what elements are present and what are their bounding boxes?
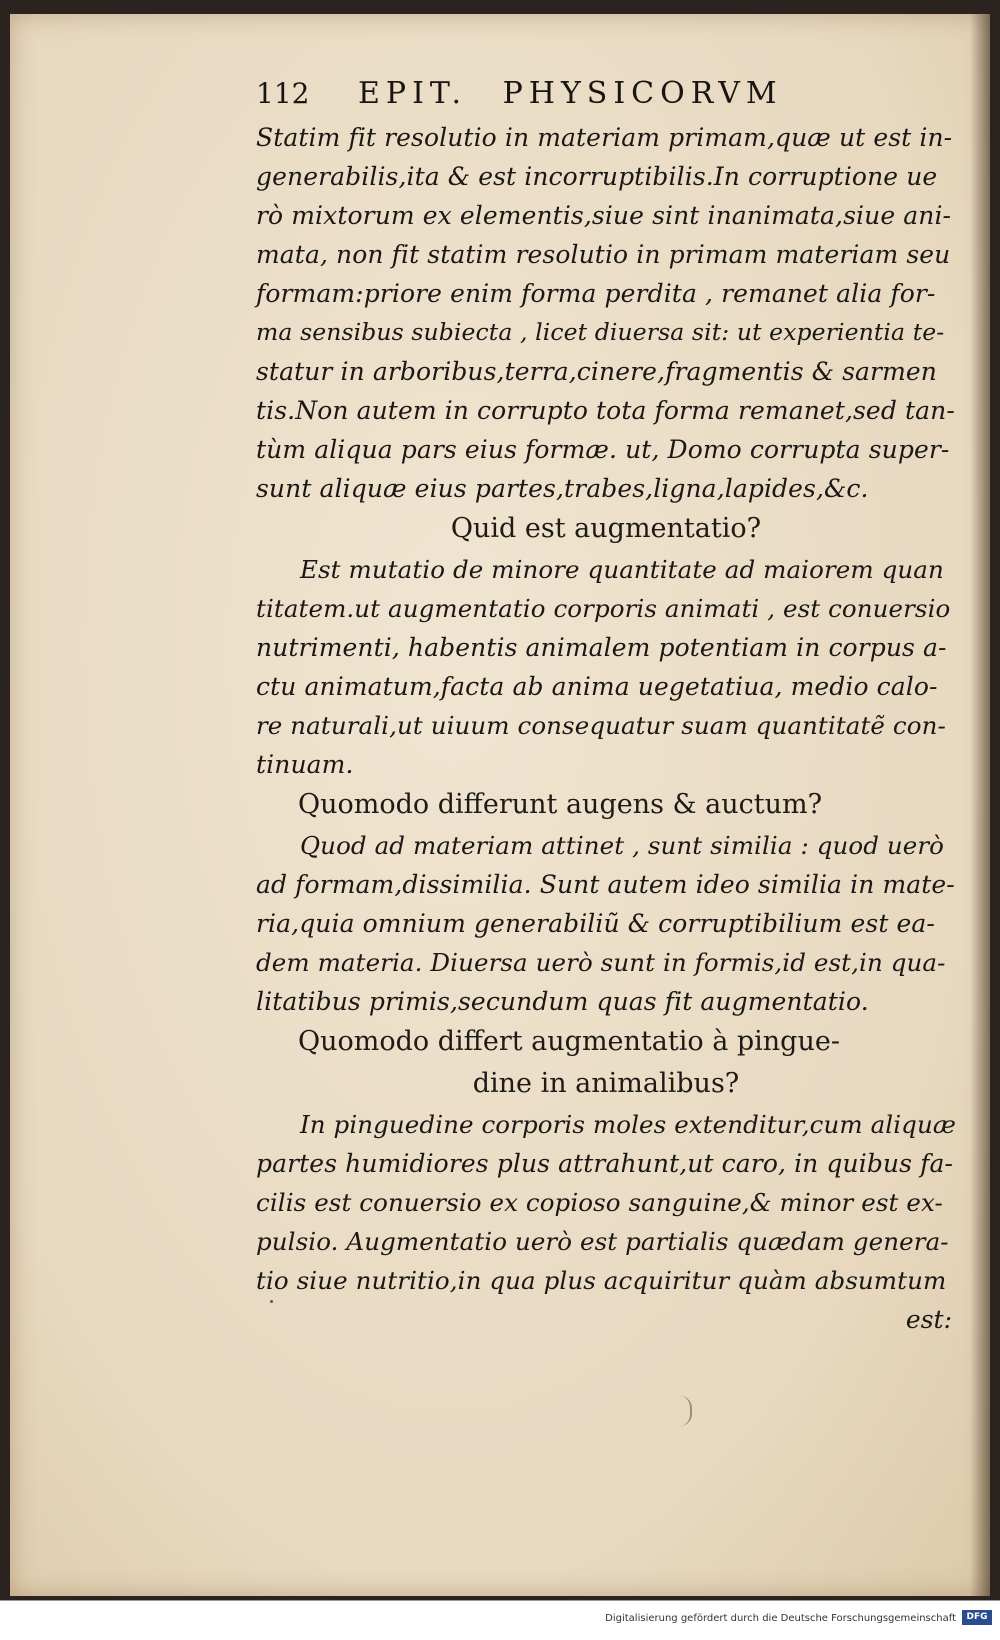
section-heading: Quid est augmentatio?: [450, 513, 762, 544]
text-line: litatibus primis,secundum quas fit augmentatio.: [256, 987, 869, 1016]
running-title: EPIT. PHYSICORVM: [358, 76, 783, 111]
digitization-footer: [0, 1600, 1000, 1640]
text-line: statur in arboribus,terra,cinere,fragmentis & sarmen: [256, 357, 938, 386]
catchword: est:: [905, 1305, 952, 1334]
ink-speck: [270, 1300, 273, 1303]
text-line: Quod ad materiam attinet , sunt similia : quod uerò: [300, 831, 945, 860]
section-heading: Quomodo differt augmentatio à pingue-: [298, 1026, 840, 1057]
text-line: Statim fit resolutio in materiam primam,quæ ut est in-: [256, 123, 953, 152]
section-heading-continuation: dine in animalibus?: [472, 1068, 740, 1099]
text-line: pulsio. Augmentatio uerò est partialis quædam genera-: [256, 1227, 949, 1256]
text-line: Est mutatio de minore quantitate ad maiorem quan: [300, 555, 944, 584]
text-line: ad formam,dissimilia. Sunt autem ideo similia in mate-: [256, 870, 955, 899]
text-line: tùm aliqua pars eius formæ. ut, Domo corrupta super-: [256, 435, 950, 464]
text-line: tio siue nutritio,in qua plus acquiritur quàm absumtum: [256, 1266, 947, 1295]
text-line: generabilis,ita & est incorruptibilis.In corruptione ue: [256, 162, 938, 191]
text-line: rò mixtorum ex elementis,siue sint inanimata,siue ani-: [256, 201, 952, 230]
text-line: In pinguedine corporis moles extenditur,cum aliquæ: [300, 1110, 956, 1139]
text-line: ma sensibus subiecta , licet diuersa sit: ut experientia te-: [256, 318, 945, 346]
running-header: [256, 76, 956, 118]
footer-credit: Digitalisierung gefördert durch die Deutsche Forschungsgemeinschaft: [605, 1613, 956, 1624]
text-line: partes humidiores plus attrahunt,ut caro, in quibus fa-: [256, 1149, 954, 1178]
paragraph-2: [256, 550, 956, 784]
text-line: nutrimenti, habentis animalem potentiam in corpus a-: [256, 633, 947, 662]
text-line: ria,quia omnium generabiliũ & corruptibilium est ea-: [256, 909, 935, 938]
paragraph-3: [256, 826, 956, 1021]
paragraph-4: [256, 1105, 956, 1300]
text-line: re naturali,ut uiuum consequatur suam quantitatẽ con-: [256, 711, 946, 740]
dfg-logo: DFG: [962, 1610, 992, 1625]
text-line: titatem.ut augmentatio corporis animati , est conuersio: [256, 594, 951, 623]
text-line: sunt aliquæ eius partes,trabes,ligna,lapides,&c.: [256, 474, 869, 503]
text-line: formam:priore enim forma perdita , remanet alia for-: [256, 279, 936, 308]
text-line: tis.Non autem in corrupto tota forma remanet,sed tan-: [256, 396, 955, 425]
text-line: cilis est conuersio ex copioso sanguine,& minor est ex-: [256, 1188, 943, 1217]
text-line: ctu animatum,facta ab anima uegetatiua, medio calo-: [256, 672, 938, 701]
text-line: tinuam.: [256, 750, 354, 779]
text-block: [256, 76, 956, 1339]
text-line: dem materia. Diuersa uerò sunt in formis,id est,in qua-: [256, 948, 946, 977]
section-heading: Quomodo differunt augens & auctum?: [298, 789, 823, 820]
page-gutter-shadow: [970, 14, 990, 1596]
page-number: 112: [256, 77, 310, 110]
paragraph-1: [256, 118, 956, 508]
text-line: mata, non fit statim resolutio in primam materiam seu: [256, 240, 951, 269]
